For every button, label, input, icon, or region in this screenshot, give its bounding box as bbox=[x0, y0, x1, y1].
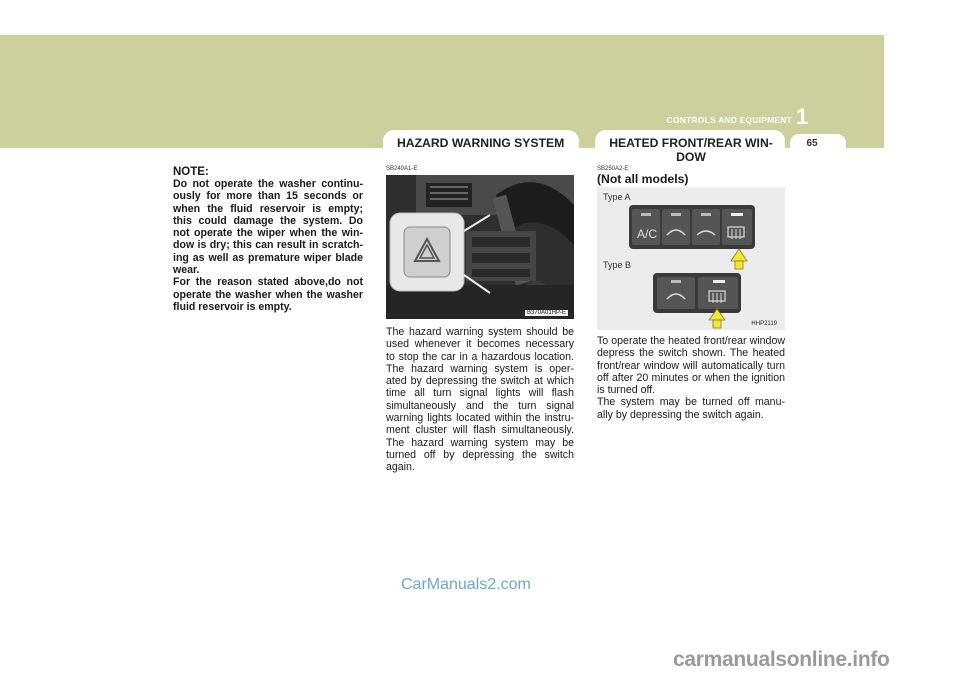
hazard-section-title: HAZARD WARNING SYSTEM bbox=[397, 136, 565, 150]
dashboard-illustration bbox=[386, 175, 574, 319]
ac-label: A/C bbox=[637, 227, 658, 241]
hazard-figure-code: B370A01HP-E bbox=[526, 310, 566, 316]
watermark-carmanualsonline[interactable]: carmanualsonline.info bbox=[673, 648, 890, 671]
chapter-label: CONTROLS AND EQUIPMENT bbox=[666, 115, 792, 125]
type-a-label: Type A bbox=[603, 192, 631, 202]
heated-subtitle: (Not all models) bbox=[597, 172, 689, 186]
page-number: 65 bbox=[806, 138, 818, 149]
heated-section-title: HEATED FRONT/REAR WIN-DOW bbox=[609, 136, 773, 164]
chapter-number: 1 bbox=[796, 104, 809, 129]
watermark-carmanuals2[interactable]: CarManuals2.com bbox=[401, 576, 531, 593]
hazard-figure bbox=[386, 175, 574, 319]
note-title: NOTE: bbox=[173, 166, 209, 178]
hazard-code: SB240A1-E bbox=[386, 166, 418, 172]
note-body: Do not operate the washer continu-ously for more than 15 seconds or when the fluid reservoir is empty; this could damage the system. Do not operate the wiper when the win-dow is dry; this can result in scratch-ing as well as premature wiper blade wear. For the reason stated above,do not operate the washer when the washer fluid reservoir is empty. bbox=[173, 178, 363, 313]
hazard-body: The hazard warning system should be used whenever it becomes necessary to stop the car in a hazardous location. The hazard warning system is oper-ated by depressing the switch at which time all turn signal lights will flash simultaneously and the turn signal warning lights located within the instru-ment cluster will flash simultaneously. The hazard warning system may be turned off by depressing the switch again. bbox=[386, 326, 574, 474]
heated-code: SB250A2-E bbox=[597, 166, 629, 172]
heated-body: To operate the heated front/rear window depress the switch shown. The heated front/rear window will automatically turn off after 20 minutes or when the ignition is turned off. The system may be turned off manu-ally by depressing the switch again. bbox=[597, 335, 785, 421]
heated-figure-code: HHP2119 bbox=[751, 321, 777, 327]
switch-panel-illustration bbox=[597, 187, 785, 330]
heated-figure bbox=[597, 187, 785, 330]
right-margin bbox=[884, 35, 960, 148]
type-b-label: Type B bbox=[603, 260, 632, 270]
